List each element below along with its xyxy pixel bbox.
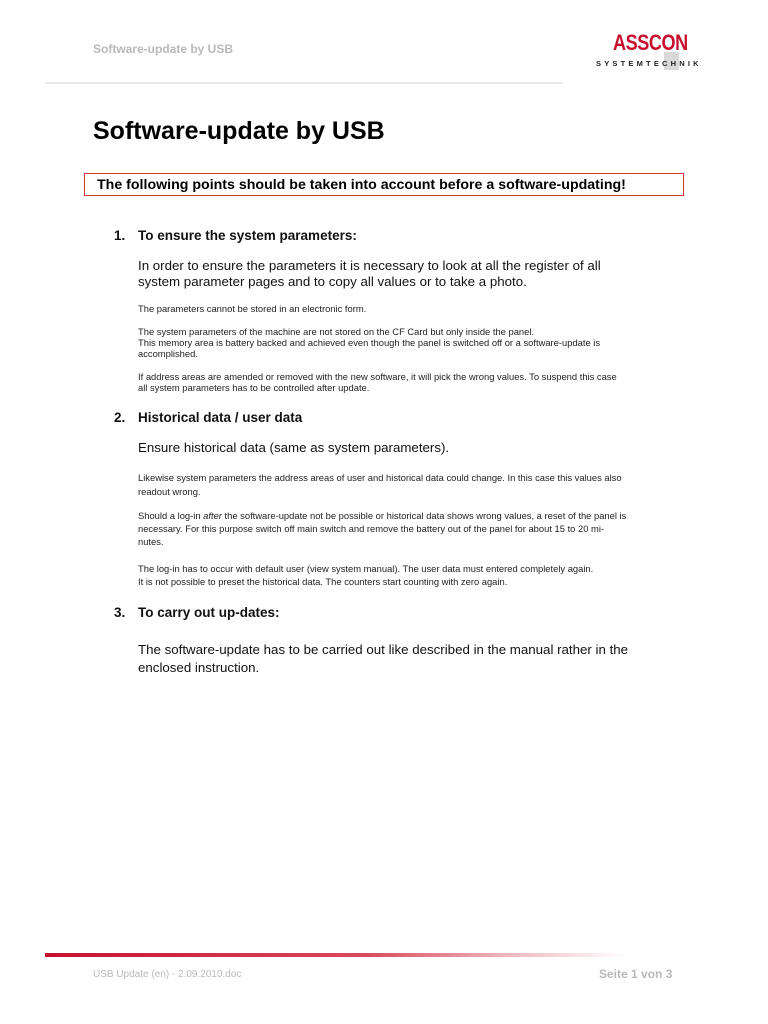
logo-subtitle: SYSTEMTECHNIK [596,59,702,68]
asscon-logo [596,30,706,70]
section-2-title: Historical data / user data [138,410,303,425]
section-2-paragraph-1-line-2: readout wrong. [138,486,201,497]
footer-page-number: Seite 1 von 3 [599,967,673,981]
section-1-title: To ensure the system parameters: [138,228,357,243]
logo-wordmark: ASSCON [613,30,688,55]
warning-callout [84,173,684,196]
section-2-paragraph-3-line-1: The log-in has to occur with default user (view system manual). The user data must entered completely again. [138,563,594,574]
section-1-paragraph-3-line-1: If address areas are amended or removed with the new software, it will pick the wrong values. To suspend this case [138,371,617,382]
section-2-emphasis-after: after [203,510,222,521]
header-title: Software-update by USB [93,42,234,56]
section-1-paragraph-3-line-2: all system parameters has to be controlled after update. [138,382,370,393]
callout-text: The following points should be taken into account before a software-updating! [97,177,626,193]
section-2-paragraph-2-line-1 [138,510,626,521]
section-1-paragraph-1: The parameters cannot be stored in an electronic form. [138,303,367,314]
section-2-paragraph-2-line-3: nutes. [138,536,164,547]
section-1-paragraph-2-line-3: accomplished. [138,348,198,359]
footer-divider [45,953,625,957]
header-divider [45,82,563,84]
section-1-paragraph-2-line-1: The system parameters of the machine are not stored on the CF Card but only inside the panel. [138,326,535,337]
section-3-lead-line-2: enclosed instruction. [138,660,260,675]
section-1-lead-line-1: In order to ensure the parameters it is necessary to look at all the register of all [138,258,601,273]
section-2-lead: Ensure historical data (same as system parameters). [138,440,450,455]
footer-filename: USB Update (en) - 2.09.2010.doc [93,969,242,980]
section-3-title: To carry out up-dates: [138,605,280,620]
section-1-paragraph-2-line-2: This memory area is battery backed and achieved even though the panel is switched off or a software-update is [138,337,601,348]
document-title: Software-update by USB [93,117,385,145]
section-2-paragraph-1-line-1: Likewise system parameters the address areas of user and historical data could change. In this case this values also [138,472,622,483]
section-1-number: 1. [114,228,126,243]
section-3-lead-line-1: The software-update has to be carried out like described in the manual rather in the [138,642,629,657]
section-2-paragraph-3-line-2: It is not possible to preset the historical data. The counters start counting with zero again. [138,576,508,587]
section-2-number: 2. [114,410,126,425]
section-1-lead-line-2: system parameter pages and to copy all values or to take a photo. [138,274,527,289]
section-3-number: 3. [114,605,126,620]
section-2-paragraph-2-line-2: necessary. For this purpose switch off main switch and remove the battery out of the panel for about 15 to 20 mi- [138,523,605,534]
section-2-paragraph-2-end: the software-update not be possible or historical data shows wrong values, a reset of the panel is [221,510,627,521]
section-2-paragraph-2-start: Should a log-in [138,510,204,521]
